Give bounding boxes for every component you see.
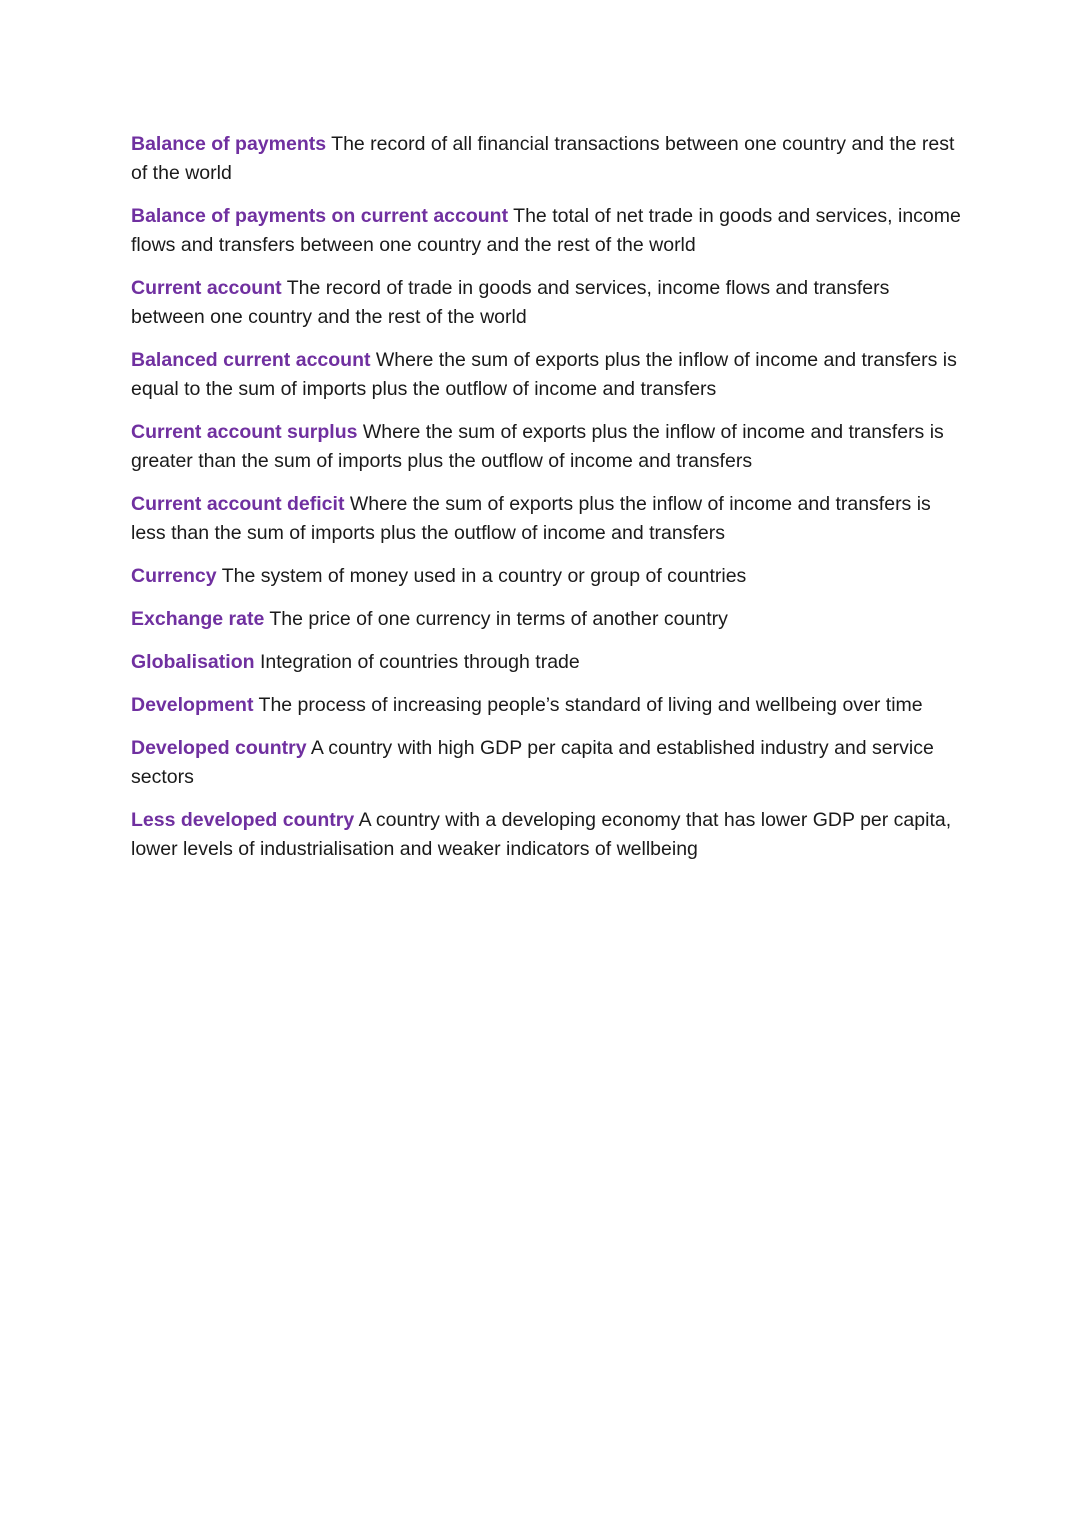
glossary-entry-currency: [131, 562, 961, 591]
glossary-entry-balance-of-payments: [131, 130, 961, 188]
glossary-definition: The record of all financial transactions between one country and the rest of the world: [131, 133, 955, 184]
glossary-term: Exchange rate: [131, 608, 265, 630]
glossary-definition: Where the sum of exports plus the inflow of income and transfers is greater than the sum of imports plus the outflow of income and transfers: [131, 421, 944, 472]
glossary-term: Globalisation: [131, 651, 255, 673]
glossary-entry-less-developed-country: [131, 806, 961, 864]
glossary-entry-exchange-rate: [131, 605, 961, 634]
glossary-definition: Where the sum of exports plus the inflow of income and transfers is less than the sum of imports plus the outflow of income and transfers: [131, 493, 931, 544]
glossary-definition: The total of net trade in goods and services, income flows and transfers between one country and the rest of the world: [131, 205, 961, 256]
glossary-definition: The system of money used in a country or group of countries: [221, 565, 747, 587]
glossary-term: Balanced current account: [131, 349, 371, 371]
glossary-list: [131, 130, 961, 878]
glossary-entry-developed-country: [131, 734, 961, 792]
glossary-entry-balanced-current-account: [131, 346, 961, 404]
glossary-definition: Integration of countries through trade: [259, 651, 580, 673]
glossary-entry-current-account-deficit: [131, 490, 961, 548]
glossary-term: Balance of payments: [131, 133, 327, 155]
glossary-term: Developed country: [131, 737, 307, 759]
glossary-entry-current-account-surplus: [131, 418, 961, 476]
glossary-definition: The process of increasing people’s standard of living and wellbeing over time: [258, 694, 923, 716]
glossary-term: Current account surplus: [131, 421, 358, 443]
glossary-term: Development: [131, 694, 254, 716]
glossary-definition: Where the sum of exports plus the inflow of income and transfers is equal to the sum of imports plus the outflow of income and transfers: [131, 349, 957, 400]
glossary-term: Balance of payments on current account: [131, 205, 509, 227]
glossary-term: Current account: [131, 277, 282, 299]
glossary-entry-current-account: [131, 274, 961, 332]
glossary-definition: The record of trade in goods and services, income flows and transfers between one country and the rest of the world: [131, 277, 890, 328]
glossary-term: Currency: [131, 565, 217, 587]
glossary-definition: A country with high GDP per capita and established industry and service sectors: [131, 737, 934, 788]
glossary-entry-balance-of-payments-current-account: [131, 202, 961, 260]
glossary-term: Less developed country: [131, 809, 355, 831]
glossary-definition: A country with a developing economy that has lower GDP per capita, lower levels of industrialisation and weaker indicators of wellbeing: [131, 809, 952, 860]
glossary-entry-development: [131, 691, 961, 720]
glossary-definition: The price of one currency in terms of another country: [269, 608, 728, 630]
glossary-entry-globalisation: [131, 648, 961, 677]
glossary-term: Current account deficit: [131, 493, 345, 515]
